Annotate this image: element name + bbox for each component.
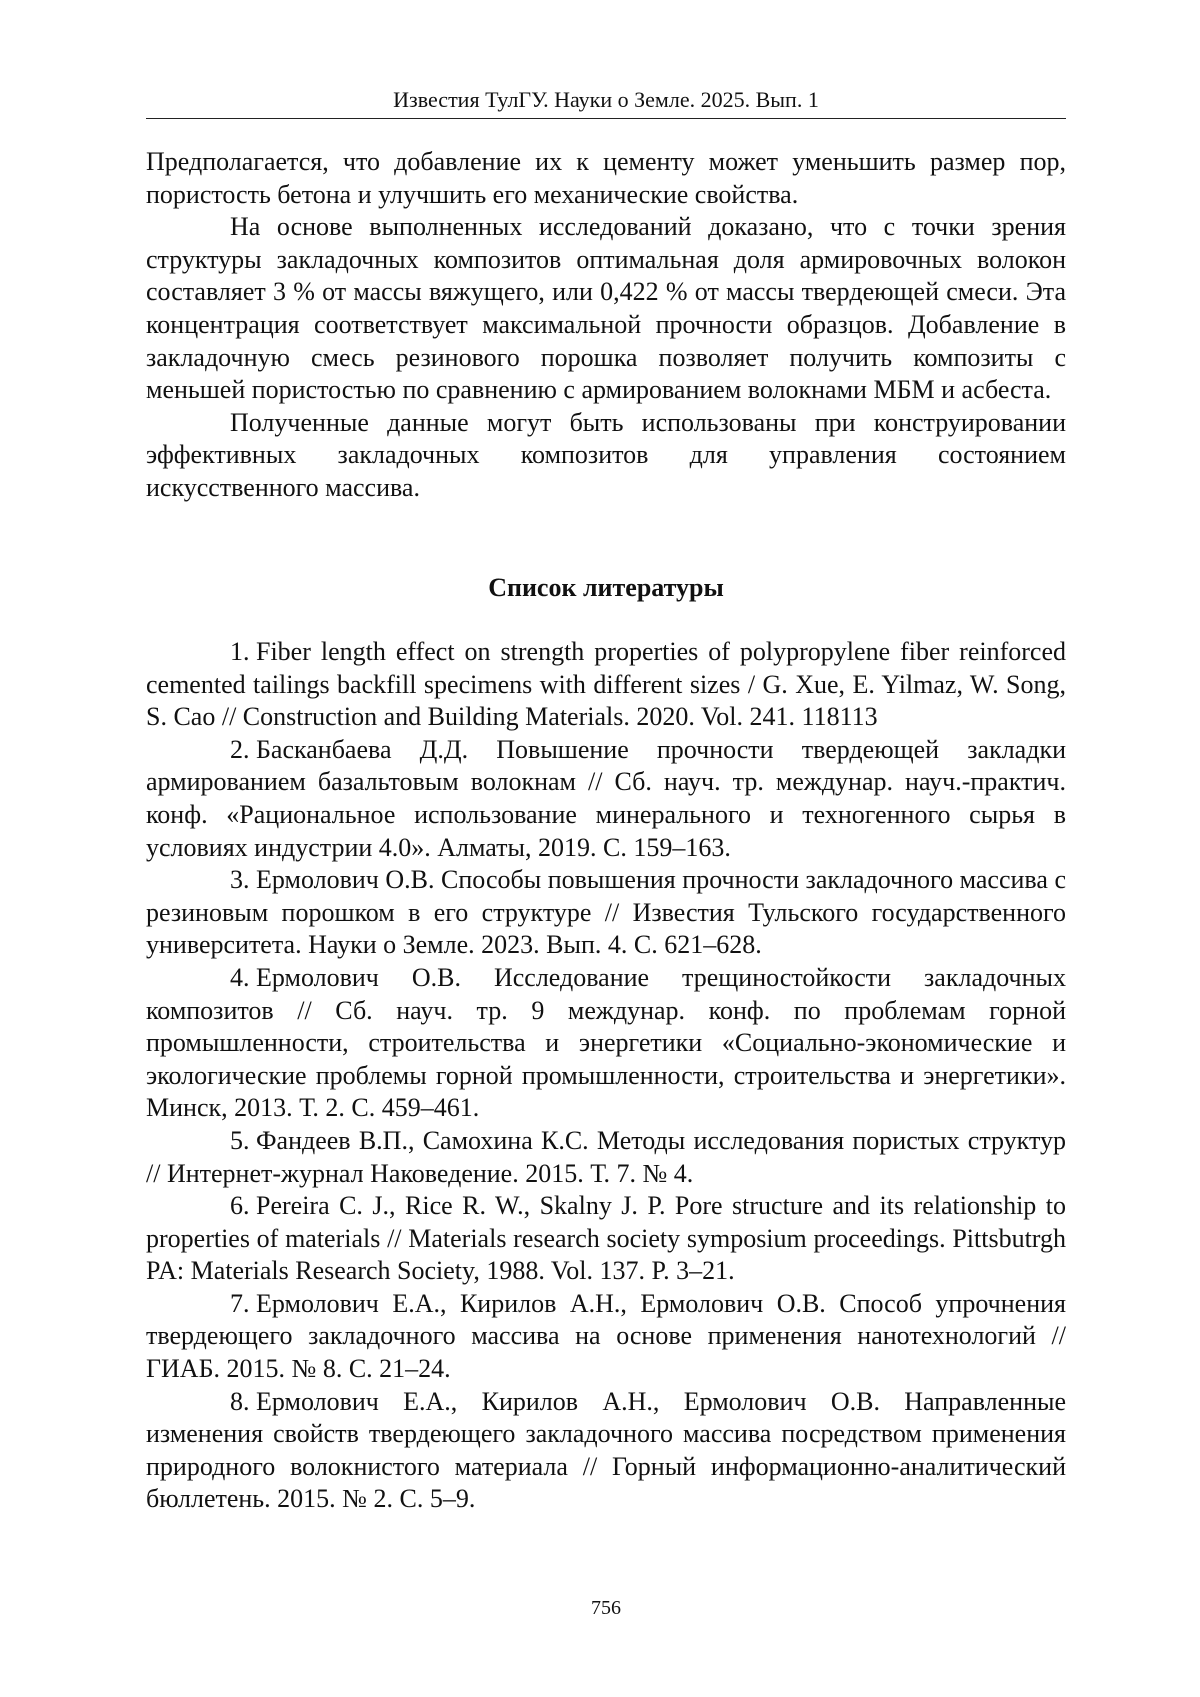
reference-list — [146, 636, 1066, 1516]
body-text — [146, 146, 1066, 505]
reference-item-2 — [146, 734, 1066, 864]
reference-number: 3. — [230, 865, 250, 895]
reference-text: Ермолович О.В. Исследование трещиностойкости закладочных композитов // Сб. науч. тр. 9 междунар. конф. по проблемам горной промышленности, строительства и энергетики «Социально-экономические и экологические проблемы горной промышленности, строительства и энергетики». Минск, 2013. Т. 2. С. 459–461. — [146, 962, 1066, 1123]
reference-number: 7. — [230, 1288, 250, 1318]
reference-text: Fiber length effect on strength properties of polypropylene fiber reinforced cemented tailings backfill specimens with different sizes / G. Xue, E. Yilmaz, W. Song, S. Cao // Construction and Building Materials. 2020. Vol. 241. 118113 — [146, 637, 1066, 732]
body-paragraph-conclusion: На основе выполненных исследований доказано, что с точки зрения структуры закладочных композитов оптимальная доля армировочных волокон составляет 3 % от массы вяжущего, или 0,422 % от массы твердеющей смеси. Эта концентрация соответствует максимальной прочности образцов. Добавление в закладочную смесь резинового порошка позволяет получить композиты с меньшей пористостью по сравнению с армированием волокнами МБМ и асбеста. — [146, 212, 1066, 405]
page-number: 756 — [591, 1597, 621, 1619]
reference-item-8 — [146, 1386, 1066, 1516]
reference-number: 5. — [230, 1125, 250, 1155]
reference-text: Басканбаева Д.Д. Повышение прочности твердеющей закладки армированием базальтовым волокнам // Сб. науч. тр. междунар. науч.-практич. конф. «Рациональное использование минерального и техногенного сырья в условиях индустрии 4.0». Алматы, 2019. С. 159–163. — [146, 734, 1066, 862]
reference-item-4 — [146, 962, 1066, 1125]
body-paragraph-continuation: Предполагается, что добавление их к цементу может уменьшить размер пор, пористость бетона и улучшить его механические свойства. — [146, 147, 1066, 209]
reference-number: 8. — [230, 1386, 250, 1416]
reference-item-3 — [146, 864, 1066, 962]
reference-item-7 — [146, 1288, 1066, 1386]
reference-number: 1. — [230, 637, 250, 666]
reference-text: Ермолович Е.А., Кирилов А.Н., Ермолович О.В. Способ упрочнения твердеющего закладочного массива на основе применения нанотехнологий // ГИАБ. 2015. № 8. С. 21–24. — [146, 1288, 1066, 1384]
header-rule — [146, 118, 1066, 119]
reference-number: 2. — [230, 734, 250, 764]
reference-text: Pereira C. J., Rice R. W., Skalny J. P. Pore structure and its relationship to properties of materials // Materials research society symposium proceedings. Pittsbutrgh PA: Materials Research Society, 1988. Vol. 137. P. 3–21. — [146, 1191, 1066, 1286]
reference-number: 4. — [230, 962, 250, 992]
reference-text: Ермолович О.В. Способы повышения прочности закладочного массива с резиновым порошком в его структуре // Известия Тульского государственного университета. Науки о Земле. 2023. Вып. 4. С. 621–628. — [146, 865, 1066, 960]
reference-item-5 — [146, 1125, 1066, 1190]
references-title: Список литературы — [488, 573, 724, 602]
running-header: Известия ТулГУ. Науки о Земле. 2025. Вып. 1 — [393, 87, 819, 112]
reference-text: Фандеев В.П., Самохина К.С. Методы исследования пористых структур // Интернет-журнал Наковедение. 2015. Т. 7. № 4. — [146, 1125, 1066, 1188]
reference-item-1 — [146, 636, 1066, 734]
reference-item-6 — [146, 1190, 1066, 1288]
reference-text: Ермолович Е.А., Кирилов А.Н., Ермолович О.В. Направленные изменения свойств твердеющего закладочного массива посредством применения природного волокнистого материала // Горный информационно-аналитический бюллетень. 2015. № 2. С. 5–9. — [146, 1386, 1066, 1514]
body-paragraph-application: Полученные данные могут быть использованы при конструировании эффективных закладочных композитов для управления состоянием искусственного массива. — [146, 407, 1066, 502]
reference-number: 6. — [230, 1191, 250, 1221]
